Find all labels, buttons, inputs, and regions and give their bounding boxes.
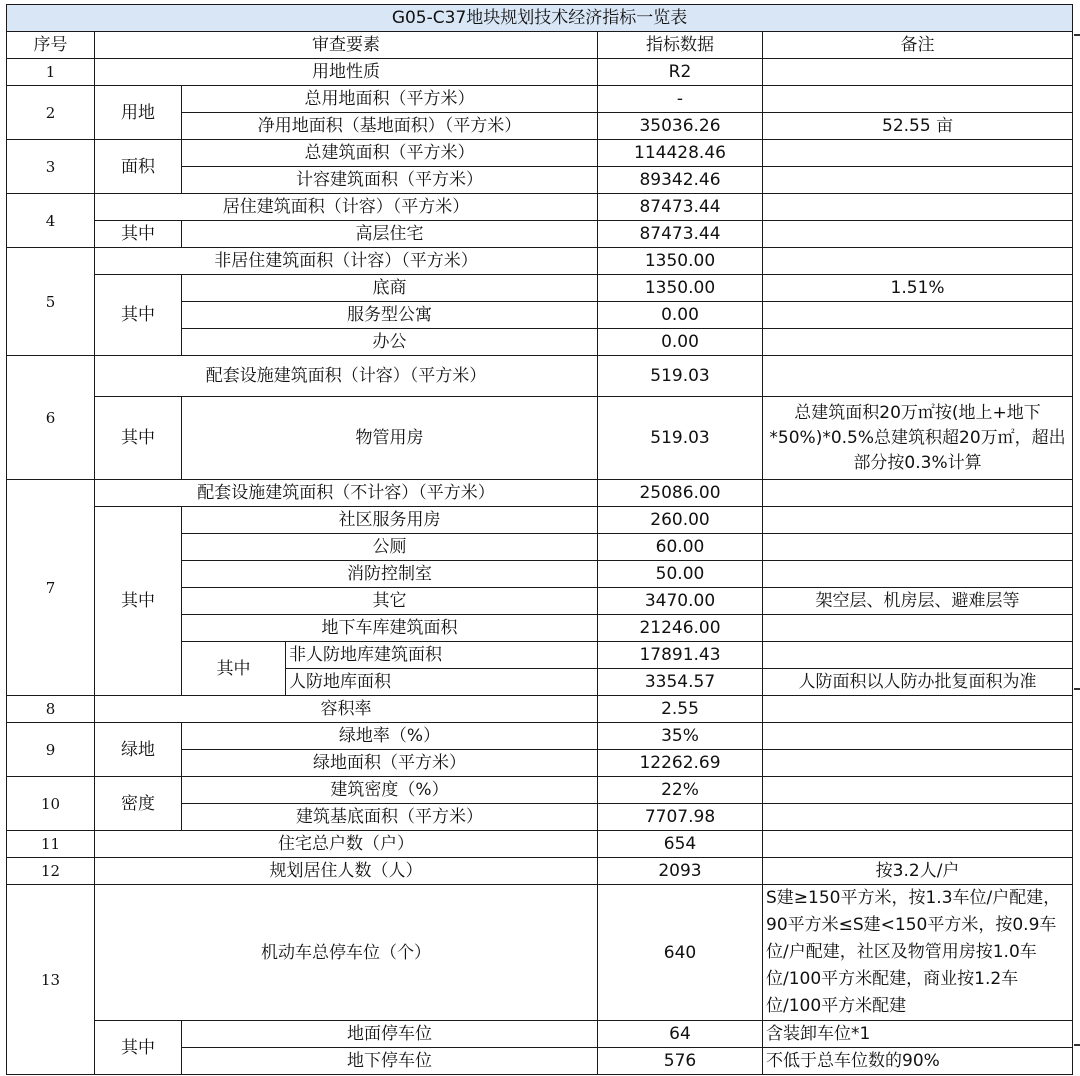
item-cell: 非居住建筑面积（计容）（平方米） xyxy=(95,248,598,275)
table-row xyxy=(7,397,1073,480)
seq-cell: 2 xyxy=(7,86,95,140)
table-row xyxy=(7,275,1073,302)
note-cell xyxy=(763,777,1073,804)
value-cell: 260.00 xyxy=(598,507,763,534)
item-cell: 消防控制室 xyxy=(182,561,598,588)
value-cell: 64 xyxy=(598,1021,763,1048)
group-label: 面积 xyxy=(95,140,182,194)
note-cell xyxy=(763,507,1073,534)
qizhong-label: 其中 xyxy=(95,275,182,356)
table-row xyxy=(7,480,1073,507)
note-cell xyxy=(763,302,1073,329)
value-cell: 21246.00 xyxy=(598,615,763,642)
qizhong-label: 其中 xyxy=(95,221,182,248)
header-seq: 序号 xyxy=(7,32,95,59)
table-title: G05-C37地块规划技术经济指标一览表 xyxy=(7,5,1073,32)
note-cell xyxy=(763,804,1073,831)
value-cell: 2093 xyxy=(598,858,763,885)
table-row xyxy=(7,723,1073,750)
table-row xyxy=(7,59,1073,86)
seq-cell: 5 xyxy=(7,248,95,356)
item-cell: 计容建筑面积（平方米） xyxy=(182,167,598,194)
value-cell: 1350.00 xyxy=(598,275,763,302)
item-cell: 居住建筑面积（计容）（平方米） xyxy=(95,194,598,221)
right-edge-mark-bottom xyxy=(1074,1044,1080,1046)
note-cell xyxy=(763,167,1073,194)
value-cell: 0.00 xyxy=(598,302,763,329)
value-cell: 519.03 xyxy=(598,356,763,397)
item-cell: 绿地面积（平方米） xyxy=(182,750,598,777)
table-row xyxy=(7,885,1073,1021)
qizhong-label: 其中 xyxy=(95,507,182,696)
item-cell: 净用地面积（基地面积）（平方米） xyxy=(182,113,598,140)
table-row xyxy=(7,1021,1073,1048)
item-cell: 地下停车位 xyxy=(182,1048,598,1075)
table-row xyxy=(7,777,1073,804)
note-cell xyxy=(763,194,1073,221)
seq-cell: 13 xyxy=(7,885,95,1075)
note-cell xyxy=(763,615,1073,642)
note-cell xyxy=(763,534,1073,561)
value-cell: 3354.57 xyxy=(598,669,763,696)
note-cell: 架空层、机房层、避难层等 xyxy=(763,588,1073,615)
note-cell xyxy=(763,750,1073,777)
table-row xyxy=(7,507,1073,534)
value-cell: 87473.44 xyxy=(598,194,763,221)
item-cell: 底商 xyxy=(182,275,598,302)
seq-cell: 9 xyxy=(7,723,95,777)
note-cell xyxy=(763,140,1073,167)
value-cell: - xyxy=(598,86,763,113)
table-row xyxy=(7,831,1073,858)
item-cell: 其它 xyxy=(182,588,598,615)
group-label: 绿地 xyxy=(95,723,182,777)
item-cell: 服务型公寓 xyxy=(182,302,598,329)
note-cell xyxy=(763,356,1073,397)
value-cell: R2 xyxy=(598,59,763,86)
note-cell: S建≥150平方米，按1.3车位/户配建，90平方米≤S建<150平方米，按0.9车位/户配建，社区及物管用房按1.0车位/100平方米配建，商业按1.2车位/100平方米配建 xyxy=(763,885,1073,1021)
seq-cell: 10 xyxy=(7,777,95,831)
table-row xyxy=(7,696,1073,723)
note-cell xyxy=(763,329,1073,356)
seq-cell: 11 xyxy=(7,831,95,858)
item-cell: 建筑基底面积（平方米） xyxy=(182,804,598,831)
item-cell: 绿地率（%） xyxy=(182,723,598,750)
table-row xyxy=(7,248,1073,275)
group-label: 用地 xyxy=(95,86,182,140)
item-cell: 建筑密度（%） xyxy=(182,777,598,804)
item-cell: 用地性质 xyxy=(95,59,598,86)
note-cell xyxy=(763,723,1073,750)
qizhong-label: 其中 xyxy=(95,397,182,480)
note-cell: 总建筑面积20万㎡按(地上+地下*50%)*0.5%总建筑积超20万㎡，超出部分按0.3%计算 xyxy=(763,397,1073,480)
seq-cell: 1 xyxy=(7,59,95,86)
value-cell: 519.03 xyxy=(598,397,763,480)
indicator-table xyxy=(6,4,1073,1075)
item-cell: 高层住宅 xyxy=(182,221,598,248)
right-edge-mark-top xyxy=(1074,34,1080,36)
note-cell xyxy=(763,86,1073,113)
item-cell: 机动车总停车位（个） xyxy=(95,885,598,1021)
value-cell: 25086.00 xyxy=(598,480,763,507)
note-cell xyxy=(763,696,1073,723)
item-cell: 非人防地库建筑面积 xyxy=(286,642,598,669)
table-row xyxy=(7,140,1073,167)
note-cell xyxy=(763,59,1073,86)
seq-cell: 3 xyxy=(7,140,95,194)
note-cell xyxy=(763,642,1073,669)
right-edge-mark-mid xyxy=(1074,688,1080,690)
item-cell: 规划居住人数（人） xyxy=(95,858,598,885)
value-cell: 87473.44 xyxy=(598,221,763,248)
note-cell xyxy=(763,221,1073,248)
table-row xyxy=(7,86,1073,113)
note-cell: 52.55 亩 xyxy=(763,113,1073,140)
value-cell: 50.00 xyxy=(598,561,763,588)
item-cell: 地面停车位 xyxy=(182,1021,598,1048)
value-cell: 12262.69 xyxy=(598,750,763,777)
value-cell: 654 xyxy=(598,831,763,858)
header-value: 指标数据 xyxy=(598,32,763,59)
table-row xyxy=(7,221,1073,248)
item-cell: 配套设施建筑面积（不计容）（平方米） xyxy=(95,480,598,507)
item-cell: 公厕 xyxy=(182,534,598,561)
item-cell: 住宅总户数（户） xyxy=(95,831,598,858)
seq-cell: 8 xyxy=(7,696,95,723)
value-cell: 1350.00 xyxy=(598,248,763,275)
header-note: 备注 xyxy=(763,32,1073,59)
value-cell: 640 xyxy=(598,885,763,1021)
seq-cell: 7 xyxy=(7,480,95,696)
note-cell: 1.51% xyxy=(763,275,1073,302)
item-cell: 容积率 xyxy=(95,696,598,723)
value-cell: 60.00 xyxy=(598,534,763,561)
item-cell: 社区服务用房 xyxy=(182,507,598,534)
value-cell: 17891.43 xyxy=(598,642,763,669)
note-cell: 按3.2人/户 xyxy=(763,858,1073,885)
header-item: 审查要素 xyxy=(95,32,598,59)
group-label: 密度 xyxy=(95,777,182,831)
seq-cell: 12 xyxy=(7,858,95,885)
value-cell: 7707.98 xyxy=(598,804,763,831)
value-cell: 35% xyxy=(598,723,763,750)
item-cell: 总建筑面积（平方米） xyxy=(182,140,598,167)
qizhong-sub-label: 其中 xyxy=(182,642,286,696)
note-cell xyxy=(763,561,1073,588)
item-cell: 人防地库面积 xyxy=(286,669,598,696)
seq-cell: 6 xyxy=(7,356,95,480)
value-cell: 576 xyxy=(598,1048,763,1075)
note-cell xyxy=(763,480,1073,507)
value-cell: 0.00 xyxy=(598,329,763,356)
item-cell: 配套设施建筑面积（计容）（平方米） xyxy=(95,356,598,397)
item-cell: 物管用房 xyxy=(182,397,598,480)
value-cell: 22% xyxy=(598,777,763,804)
value-cell: 35036.26 xyxy=(598,113,763,140)
table-row xyxy=(7,356,1073,397)
note-cell: 人防面积以人防办批复面积为准 xyxy=(763,669,1073,696)
item-cell: 总用地面积（平方米） xyxy=(182,86,598,113)
value-cell: 2.55 xyxy=(598,696,763,723)
table-row xyxy=(7,194,1073,221)
table-row xyxy=(7,858,1073,885)
note-cell: 不低于总车位数的90% xyxy=(763,1048,1073,1075)
item-cell: 地下车库建筑面积 xyxy=(182,615,598,642)
seq-cell: 4 xyxy=(7,194,95,248)
value-cell: 3470.00 xyxy=(598,588,763,615)
qizhong-label: 其中 xyxy=(95,1021,182,1075)
note-cell: 含装卸车位*1 xyxy=(763,1021,1073,1048)
note-cell xyxy=(763,248,1073,275)
item-cell: 办公 xyxy=(182,329,598,356)
value-cell: 89342.46 xyxy=(598,167,763,194)
note-cell xyxy=(763,831,1073,858)
value-cell: 114428.46 xyxy=(598,140,763,167)
